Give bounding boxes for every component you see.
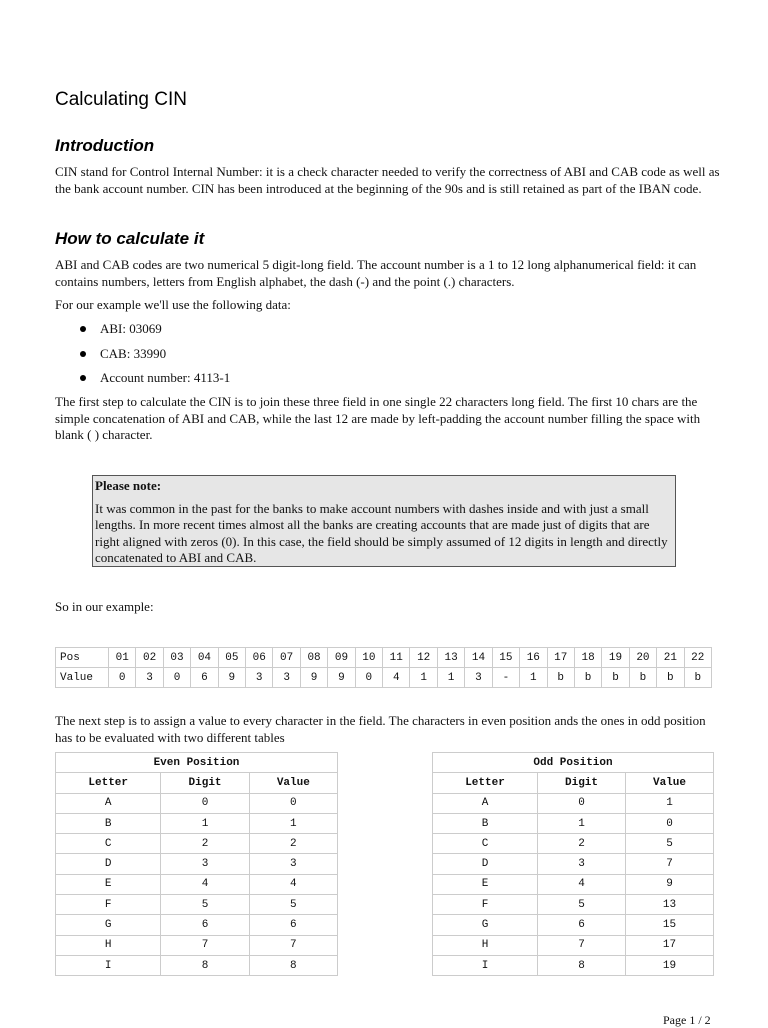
table-title-row bbox=[433, 753, 714, 773]
table-title: Even Position bbox=[56, 753, 338, 773]
value-cell: 9 bbox=[328, 668, 355, 688]
digit-cell: 1 bbox=[538, 813, 626, 833]
letter-cell: F bbox=[433, 895, 538, 915]
intro-paragraph: CIN stand for Control Internal Number: it is a check character needed to verify the correctness of ABI and CAB code as well as the bank account number. CIN has been introduced at the beginning of the 90s and is still retained as part of the IBAN code. bbox=[55, 164, 720, 196]
note-title: Please note: bbox=[95, 478, 162, 493]
pos-cell: 03 bbox=[163, 648, 190, 668]
value-cell: 9 bbox=[218, 668, 245, 688]
pos-cell: 06 bbox=[246, 648, 273, 668]
letter-cell: C bbox=[433, 834, 538, 854]
table-row bbox=[56, 648, 712, 668]
table-row bbox=[56, 668, 712, 688]
table-row bbox=[56, 854, 338, 874]
pos-cell: 07 bbox=[273, 648, 300, 668]
list-item-text: ABI: 03069 bbox=[100, 321, 162, 336]
value-cell: 0 bbox=[163, 668, 190, 688]
digit-cell: 8 bbox=[161, 955, 249, 975]
digit-cell: 2 bbox=[538, 834, 626, 854]
value-cell: 0 bbox=[109, 668, 136, 688]
howto-paragraph-1: ABI and CAB codes are two numerical 5 digit-long field. The account number is a 1 to 12 long alphanumerical field: it can contains numbers, letters from English alphabet, the dash (-) and the point (.) characters. bbox=[55, 257, 697, 289]
bullet-icon bbox=[80, 375, 86, 381]
list-item bbox=[80, 369, 230, 394]
value-cell: 5 bbox=[249, 895, 337, 915]
pos-cell: 20 bbox=[629, 648, 656, 668]
value-cell: 15 bbox=[626, 915, 714, 935]
value-cell: 0 bbox=[249, 793, 337, 813]
pos-cell: 08 bbox=[300, 648, 327, 668]
table-row bbox=[433, 955, 714, 975]
column-header: Value bbox=[626, 773, 714, 793]
table-row bbox=[56, 895, 338, 915]
value-cell: 0 bbox=[355, 668, 382, 688]
digit-cell: 5 bbox=[161, 895, 249, 915]
list-item bbox=[80, 345, 230, 370]
value-cell: 2 bbox=[249, 834, 337, 854]
table-row bbox=[433, 834, 714, 854]
letter-cell: D bbox=[433, 854, 538, 874]
column-header: Digit bbox=[161, 773, 249, 793]
table-row bbox=[56, 935, 338, 955]
table-row bbox=[433, 793, 714, 813]
row-label: Pos bbox=[56, 648, 109, 668]
section-heading-introduction: Introduction bbox=[55, 136, 155, 155]
pos-cell: 21 bbox=[657, 648, 684, 668]
value-cell: b bbox=[574, 668, 601, 688]
digit-cell: 4 bbox=[538, 874, 626, 894]
pos-cell: 22 bbox=[684, 648, 711, 668]
list-item-text: Account number: 4113-1 bbox=[100, 370, 231, 385]
list-item-text: CAB: 33990 bbox=[100, 345, 167, 361]
pos-cell: 14 bbox=[465, 648, 492, 668]
digit-cell: 1 bbox=[161, 813, 249, 833]
digit-cell: 3 bbox=[538, 854, 626, 874]
example-label: So in our example: bbox=[55, 599, 154, 614]
bullet-icon bbox=[80, 326, 86, 332]
value-cell: 3 bbox=[273, 668, 300, 688]
value-cell: - bbox=[492, 668, 519, 688]
value-cell: 4 bbox=[383, 668, 410, 688]
table-row bbox=[56, 813, 338, 833]
table-title: Odd Position bbox=[433, 753, 714, 773]
value-cell: 0 bbox=[626, 813, 714, 833]
digit-cell: 6 bbox=[538, 915, 626, 935]
letter-cell: G bbox=[56, 915, 161, 935]
value-cell: 19 bbox=[626, 955, 714, 975]
table-row bbox=[433, 854, 714, 874]
value-cell: b bbox=[657, 668, 684, 688]
digit-cell: 4 bbox=[161, 874, 249, 894]
letter-cell: C bbox=[56, 834, 161, 854]
letter-cell: A bbox=[433, 793, 538, 813]
value-cell: 3 bbox=[249, 854, 337, 874]
digit-cell: 7 bbox=[538, 935, 626, 955]
table-row bbox=[56, 793, 338, 813]
table-row bbox=[56, 915, 338, 935]
pos-cell: 13 bbox=[437, 648, 464, 668]
value-cell: 9 bbox=[300, 668, 327, 688]
pos-cell: 17 bbox=[547, 648, 574, 668]
letter-cell: D bbox=[56, 854, 161, 874]
value-cell: 5 bbox=[626, 834, 714, 854]
pos-cell: 10 bbox=[355, 648, 382, 668]
value-cell: 3 bbox=[246, 668, 273, 688]
pos-cell: 04 bbox=[191, 648, 218, 668]
table-row bbox=[433, 935, 714, 955]
pos-cell: 11 bbox=[383, 648, 410, 668]
table-row bbox=[433, 874, 714, 894]
position-table bbox=[55, 647, 712, 688]
value-cell: 1 bbox=[410, 668, 437, 688]
table-row bbox=[433, 895, 714, 915]
column-header: Letter bbox=[56, 773, 161, 793]
value-cell: b bbox=[684, 668, 711, 688]
table-header-row bbox=[56, 773, 338, 793]
letter-cell: E bbox=[433, 874, 538, 894]
pos-cell: 12 bbox=[410, 648, 437, 668]
example-data-list bbox=[80, 320, 230, 394]
letter-cell: H bbox=[56, 935, 161, 955]
value-cell: 1 bbox=[626, 793, 714, 813]
value-cell: b bbox=[629, 668, 656, 688]
next-step-paragraph: The next step is to assign a value to every character in the field. The characters in even position ands the ones in odd position has to be evaluated with two different tables bbox=[55, 713, 706, 745]
pos-cell: 19 bbox=[602, 648, 629, 668]
pos-cell: 02 bbox=[136, 648, 163, 668]
digit-cell: 0 bbox=[538, 793, 626, 813]
letter-cell: F bbox=[56, 895, 161, 915]
odd-position-table bbox=[432, 752, 714, 976]
digit-cell: 0 bbox=[161, 793, 249, 813]
howto-paragraph-2: For our example we'll use the following data: bbox=[55, 297, 291, 312]
value-cell: 6 bbox=[191, 668, 218, 688]
value-cell: 9 bbox=[626, 874, 714, 894]
table-row bbox=[433, 813, 714, 833]
digit-cell: 7 bbox=[161, 935, 249, 955]
letter-cell: G bbox=[433, 915, 538, 935]
row-label: Value bbox=[56, 668, 109, 688]
value-cell: 1 bbox=[520, 668, 547, 688]
digit-cell: 2 bbox=[161, 834, 249, 854]
value-cell: 1 bbox=[249, 813, 337, 833]
value-cell: 6 bbox=[249, 915, 337, 935]
section-heading-how-to: How to calculate it bbox=[55, 229, 205, 248]
page-number: Page 1 / 2 bbox=[663, 1013, 711, 1027]
pos-cell: 09 bbox=[328, 648, 355, 668]
pos-cell: 01 bbox=[109, 648, 136, 668]
table-row bbox=[56, 955, 338, 975]
digit-cell: 8 bbox=[538, 955, 626, 975]
table-row bbox=[56, 834, 338, 854]
letter-cell: B bbox=[56, 813, 161, 833]
pos-cell: 18 bbox=[574, 648, 601, 668]
bullet-icon bbox=[80, 351, 86, 357]
digit-cell: 3 bbox=[161, 854, 249, 874]
value-cell: 3 bbox=[465, 668, 492, 688]
column-header: Letter bbox=[433, 773, 538, 793]
value-cell: 13 bbox=[626, 895, 714, 915]
letter-cell: B bbox=[433, 813, 538, 833]
table-row bbox=[433, 915, 714, 935]
value-cell: 8 bbox=[249, 955, 337, 975]
value-cell: b bbox=[547, 668, 574, 688]
column-header: Digit bbox=[538, 773, 626, 793]
list-item bbox=[80, 320, 230, 345]
letter-cell: E bbox=[56, 874, 161, 894]
pos-cell: 16 bbox=[520, 648, 547, 668]
value-cell: 4 bbox=[249, 874, 337, 894]
letter-cell: H bbox=[433, 935, 538, 955]
value-cell: b bbox=[602, 668, 629, 688]
digit-cell: 5 bbox=[538, 895, 626, 915]
page-title: Calculating CIN bbox=[55, 89, 187, 110]
value-cell: 7 bbox=[249, 935, 337, 955]
letter-cell: I bbox=[433, 955, 538, 975]
howto-paragraph-3: The first step to calculate the CIN is to join these three field in one single 22 characters long field. The first 10 chars are the simple concatenation of ABI and CAB, while the last 12 are made by left-padding the account number filling the space with blank ( ) character. bbox=[55, 394, 701, 442]
please-note-box bbox=[92, 475, 676, 567]
note-text: It was common in the past for the banks to make account numbers with dashes inside and with just a small lengths. In more recent times almost all the banks are creating accounts that are made just of digits that are right aligned with zeros (0). In this case, the field should be simply assumed of 12 digits in length and directly concatenated to ABI and CAB. bbox=[95, 500, 668, 565]
pos-cell: 05 bbox=[218, 648, 245, 668]
letter-cell: I bbox=[56, 955, 161, 975]
value-cell: 17 bbox=[626, 935, 714, 955]
value-cell: 1 bbox=[437, 668, 464, 688]
table-header-row bbox=[433, 773, 714, 793]
letter-cell: A bbox=[56, 793, 161, 813]
table-row bbox=[56, 874, 338, 894]
value-cell: 7 bbox=[626, 854, 714, 874]
digit-cell: 6 bbox=[161, 915, 249, 935]
pos-cell: 15 bbox=[492, 648, 519, 668]
table-title-row bbox=[56, 753, 338, 773]
value-cell: 3 bbox=[136, 668, 163, 688]
column-header: Value bbox=[249, 773, 337, 793]
even-position-table bbox=[55, 752, 338, 976]
